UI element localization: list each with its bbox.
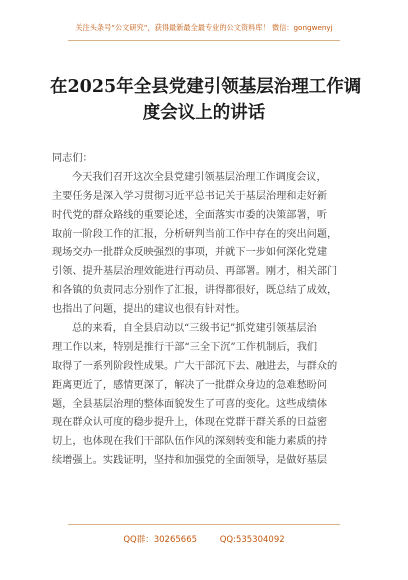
header-note: 关注头条号“公文研究”，获得最新最全最专业的公文资料库！ 微信：gongwenyj — [75, 23, 333, 32]
header-divider — [68, 40, 340, 41]
paragraph-line: 引领、提升基层治理效能进行再动员、再部署。刚才，相关部门 — [52, 266, 338, 278]
paragraph-line: 理工作以来，特别是推行干部“三全下沉”工作机制后，我们 — [52, 341, 318, 353]
salutation: 同志们： — [52, 153, 93, 164]
footer-qq-number: QQ:535304092 — [219, 535, 285, 545]
paragraph-line: 现在群众认可度的稳步提升上，体现在党群干群关系的日益密 — [52, 417, 328, 429]
paragraph-line: 今天我们召开这次全县党建引领基层治理工作调度会议， — [72, 171, 327, 183]
paragraph-line: 现场交办一批群众反映强烈的事项，并就下一步如何深化党建 — [52, 247, 328, 259]
footer-qq-group: QQ群：30265665 — [123, 535, 198, 545]
title-line: 度会议上的讲话 — [142, 103, 266, 123]
paragraph-line: 取得了一系列阶段性成果。广大干部沉下去、融进去，与群众的 — [52, 360, 338, 372]
footer-divider — [68, 524, 340, 525]
paragraph-line: 续增强上。实践证明，坚持和加强党的全面领导，是做好基层 — [52, 455, 328, 467]
paragraph-line: 题，全县基层治理的整体面貌发生了可喜的变化。这些成绩体 — [52, 398, 328, 410]
paragraph-line: 取前一阶段工作的汇报，分析研判当前工作中存在的突出问题， — [52, 228, 338, 240]
document-title — [50, 74, 362, 126]
document-body — [52, 150, 358, 471]
paragraph-line: 总的来看，自全县启动以“三级书记”抓党建引领基层治 — [72, 323, 317, 335]
title-line: 在2025年全县党建引领基层治理工作调 — [50, 77, 362, 97]
paragraph-line: 也指出了问题，提出的建议也很有针对性。 — [52, 304, 246, 316]
paragraph-line: 主要任务是深入学习贯彻习近平总书记关于基层治理和走好新 — [52, 190, 328, 202]
paragraph-line: 和各镇的负责同志分别作了汇报，讲得都很好，既总结了成效， — [52, 285, 338, 297]
paragraph-line: 时代党的群众路线的重要论述，全面落实市委的决策部署，听 — [52, 209, 328, 221]
paragraph-line: 距离更近了，感情更深了，解决了一批群众身边的急难愁盼问 — [52, 379, 328, 391]
paragraph-line: 切上，也体现在我们干部队伍作风的深刻转变和能力素质的持 — [52, 436, 328, 448]
footer-note — [0, 533, 408, 545]
